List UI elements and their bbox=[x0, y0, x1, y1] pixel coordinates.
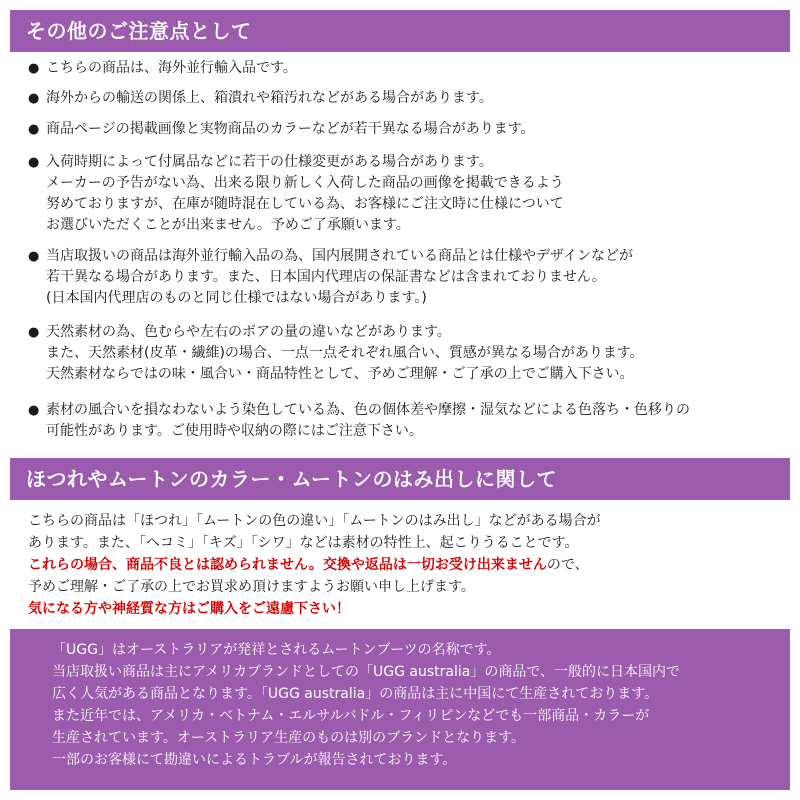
bullet-icon: ● bbox=[28, 249, 40, 264]
bullet-icon: ● bbox=[28, 155, 40, 170]
note-item bbox=[28, 58, 297, 79]
note-line: 入荷時期によって付属品などに若干の仕様変更がある場合があります。 bbox=[46, 154, 493, 170]
notice-text: ので、 bbox=[546, 557, 589, 573]
note-line: 天然素材の為、色むらや左右のボアの量の違いなどがあります。 bbox=[46, 324, 451, 340]
note-line: 努めておりますが、在庫が随時混在している為、お客様にご注文時に仕様について bbox=[46, 196, 564, 212]
notice-line: あります。また、「ヘコミ」「キズ」「シワ」などは素材の特性上、起こりうることです。 bbox=[28, 535, 579, 551]
ugg-info-line: 当店取扱い商品は主にアメリカブランドとしての「UGG australia」の商品で、一般的に日本国内で bbox=[52, 664, 681, 680]
ugg-info-box bbox=[10, 629, 790, 790]
ugg-info-line: 広く人気がある商品となります。「UGG australia」の商品は主に中国にて生産されております。 bbox=[52, 686, 659, 702]
note-line: 素材の風合いを損なわないよう染色している為、色の個体差や摩擦・湿気などによる色落ち・色移りの bbox=[46, 402, 690, 418]
note-item bbox=[28, 322, 644, 385]
note-line: また、天然素材(皮革・繊維)の場合、一点一点それぞれ風合い、質感が異なる場合があります。 bbox=[46, 345, 644, 361]
section-header-mouton: ほつれやムートンのカラー・ムートンのはみ出しに関して bbox=[10, 458, 790, 500]
notice-line: こちらの商品は「ほつれ」「ムートンの色の違い」「ムートンのはみ出し」などがある場合が bbox=[28, 513, 601, 529]
warning-line: 気になる方や神経質な方はご購入をご遠慮下さい！ bbox=[28, 601, 350, 617]
note-item bbox=[28, 246, 633, 309]
warning-text: これらの場合、商品不良とは認められません。交換や返品は一切お受け出来ません bbox=[28, 557, 547, 573]
note-line: お選びいただくことが出来ません。予めご了承願います。 bbox=[46, 217, 410, 233]
ugg-info-line: 一部のお客様にて勘違いによるトラブルが報告されております。 bbox=[52, 752, 457, 768]
note-item bbox=[28, 400, 690, 442]
notice-line bbox=[28, 554, 768, 576]
bullet-icon: ● bbox=[28, 403, 40, 418]
notice-line: 予めご理解・ご了承の上でお買求め頂けますようお願い申し上げます。 bbox=[28, 579, 475, 595]
bullet-icon: ● bbox=[28, 91, 40, 106]
ugg-info-line: 生産されています。オーストラリア生産のものは別のブランドとなります。 bbox=[52, 730, 526, 746]
note-line: 商品ページの掲載画像と実物商品のカラーなどが若干異なる場合があります。 bbox=[46, 121, 535, 137]
ugg-info-line: 「UGG」はオーストラリアが発祥とされるムートンブーツの名称です。 bbox=[52, 642, 501, 658]
note-item bbox=[28, 88, 493, 109]
mouton-notice bbox=[28, 510, 768, 620]
note-line: こちらの商品は、海外並行輸入品です。 bbox=[46, 60, 297, 76]
note-line: 若干異なる場合があります。また、日本国内代理店の保証書などは含まれておりません。 bbox=[46, 269, 606, 285]
bullet-icon: ● bbox=[28, 325, 40, 340]
note-line: メーカーの予告がない為、出来る限り新しく入荷した商品の画像を掲載できるよう bbox=[46, 175, 564, 191]
note-line: 天然素材ならではの味・風合い・商品特性として、予めご理解・ご了承の上でご購入下さい。 bbox=[46, 366, 634, 382]
ugg-info-line: また近年では、アメリカ・ベトナム・エルサルバドル・フィリピンなどでも一部商品・カラーが bbox=[52, 708, 650, 724]
note-line: (日本国内代理店のものと同じ仕様ではない場合があります。) bbox=[46, 290, 427, 306]
note-line: 海外からの輸送の関係上、箱潰れや箱汚れなどがある場合があります。 bbox=[46, 90, 493, 106]
bullet-icon: ● bbox=[28, 61, 40, 76]
bullet-icon: ● bbox=[28, 122, 40, 137]
section-header-notes: その他のご注意点として bbox=[10, 10, 790, 52]
note-line: 可能性があります。ご使用時や収納の際にはご注意下さい。 bbox=[46, 423, 423, 439]
note-line: 当店取扱いの商品は海外並行輸入品の為、国内展開されている商品とは仕様やデザインなどが bbox=[46, 248, 634, 264]
note-item bbox=[28, 119, 535, 140]
note-item bbox=[28, 152, 564, 236]
